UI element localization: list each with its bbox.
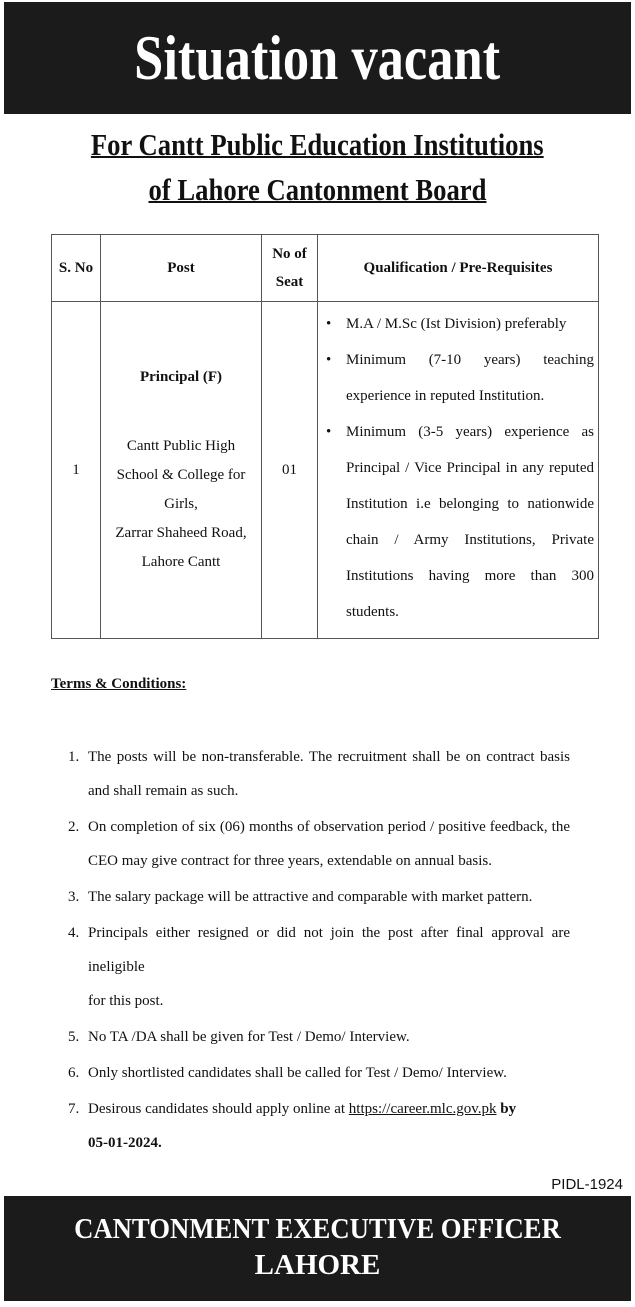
term-text-continued: for this post. [88,993,164,1009]
terms-heading: Terms & Conditions: [51,676,187,692]
footer-line-1: CANTONMENT EXECUTIVE OFFICER [74,1213,561,1245]
term-item [62,880,570,914]
header-sno: S. No [52,235,101,302]
post-title: Principal (F) [139,369,223,385]
subtitle-line-2: of Lahore Cantonment Board [148,172,487,207]
vacancy-table [51,234,599,639]
deadline-date: 05-01-2024. [88,1135,162,1151]
header-post: Post [101,235,262,302]
qualification-item: • Minimum (3-5 years) experience as Principal / Vice Principal in any reputed Institution i.e belonging to nationwide chain / Army Institutions, Private Institutions having more than 300 students. [322,414,594,630]
post-line: Girls, [164,496,198,512]
qualification-item: • Minimum (7-10 years) teaching experience in reputed Institution. [322,342,594,414]
term-text: by [500,1101,517,1117]
header-seat-line-2: Seat [275,274,304,290]
footer-band [4,1196,631,1301]
term-number: 6. [68,1065,80,1081]
reference-code: PIDL-1924 [551,1176,623,1193]
qualification-item: • M.A / M.Sc (Ist Division) preferably [322,306,594,342]
term-item [62,1056,570,1090]
term-text: No TA /DA shall be given for Test / Demo/ Interview. [88,1029,410,1045]
term-number: 4. [68,925,80,941]
term-text: The salary package will be attractive and comparable with market pattern. [88,889,533,905]
table-header-row [52,235,599,302]
page-title: Situation vacant [134,22,501,93]
post-line: Cantt Public High [126,438,236,454]
term-item [62,1092,570,1160]
term-text: On completion of six (06) months of observation period / positive feedback, the CEO may give contract for three years, extendable on annual basis. [88,819,570,869]
career-portal-link[interactable]: https://career.mlc.gov.pk [348,1101,497,1117]
header-seat [262,235,318,302]
term-number: 7. [68,1101,80,1117]
term-text: The posts will be non-transferable. The recruitment shall be on contract basis and shall remain as such. [88,749,570,799]
table-row [52,302,599,639]
row-seats: 01 [262,302,318,639]
post-line: Lahore Cantt [141,554,221,570]
header-seat-line-1: No of [272,246,307,262]
post-line: Zarrar Shaheed Road, [115,525,247,541]
term-item [62,916,570,1018]
term-number: 5. [68,1029,80,1045]
qualification-list [322,306,594,630]
term-number: 2. [68,819,80,835]
subtitle [0,122,635,212]
footer-line-2: LAHORE [254,1249,381,1281]
term-text: Only shortlisted candidates shall be called for Test / Demo/ Interview. [88,1065,507,1081]
term-text: Principals either resigned or did not join the post after final approval are ineligible [88,925,570,975]
header-band [4,2,631,114]
term-text: Desirous candidates should apply online at [88,1101,346,1117]
term-item [62,1020,570,1054]
term-item [62,810,570,878]
term-item [62,740,570,808]
term-number: 3. [68,889,80,905]
row-sno: 1 [52,302,101,639]
term-number: 1. [68,749,80,765]
row-qualifications [318,302,599,639]
row-post [101,302,262,639]
subtitle-line-1: For Cantt Public Education Institutions [91,127,544,162]
terms-list [62,740,570,1162]
header-qualification: Qualification / Pre-Requisites [318,235,599,302]
post-line: School & College for [116,467,246,483]
